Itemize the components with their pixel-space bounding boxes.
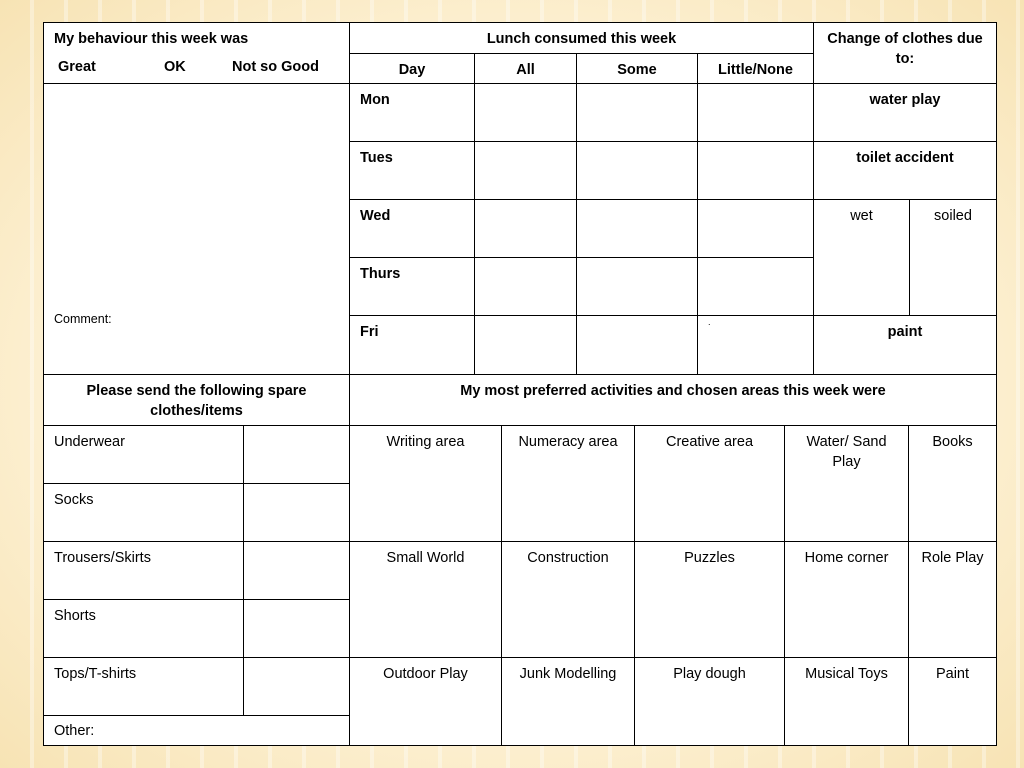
lunch-wed-all[interactable] xyxy=(474,199,577,258)
lunch-day-tues: Tues xyxy=(349,141,475,200)
spare-check-tops[interactable] xyxy=(243,657,350,716)
activities-header: My most preferred activities and chosen areas this week were xyxy=(349,374,997,426)
lunch-mon-some[interactable] xyxy=(576,83,698,142)
spare-clothes-header: Please send the following spare clothes/items xyxy=(43,374,350,426)
lunch-wed-little[interactable] xyxy=(697,199,814,258)
activity-books[interactable]: Books xyxy=(908,425,997,542)
activity-puzzles[interactable]: Puzzles xyxy=(634,541,785,658)
behaviour-title: My behaviour this week was xyxy=(54,31,249,47)
lunch-day-thurs: Thurs xyxy=(349,257,475,316)
lunch-tues-some[interactable] xyxy=(576,141,698,200)
lunch-header: Lunch consumed this week xyxy=(349,22,814,54)
spare-item-underwear: Underwear xyxy=(43,425,244,484)
spare-check-shorts[interactable] xyxy=(243,599,350,658)
clothes-toilet-accident[interactable]: toilet accident xyxy=(813,141,997,200)
lunch-thurs-some[interactable] xyxy=(576,257,698,316)
lunch-fri-some[interactable] xyxy=(576,315,698,375)
lunch-day-wed: Wed xyxy=(349,199,475,258)
behaviour-header xyxy=(43,22,350,84)
spare-item-trousers-skirts: Trousers/Skirts xyxy=(43,541,244,600)
activity-role-play[interactable]: Role Play xyxy=(908,541,997,658)
activity-creative-area[interactable]: Creative area xyxy=(634,425,785,542)
activity-construction[interactable]: Construction xyxy=(501,541,635,658)
spare-check-socks[interactable] xyxy=(243,483,350,542)
lunch-tues-little[interactable] xyxy=(697,141,814,200)
comment-label: Comment: xyxy=(54,312,112,326)
lunch-day-fri: Fri xyxy=(349,315,475,375)
weekly-report-sheet xyxy=(43,22,997,746)
spare-check-trousers-skirts[interactable] xyxy=(243,541,350,600)
lunch-wed-some[interactable] xyxy=(576,199,698,258)
lunch-fri-little[interactable] xyxy=(697,315,814,375)
activity-writing-area[interactable]: Writing area xyxy=(349,425,502,542)
spare-check-underwear[interactable] xyxy=(243,425,350,484)
stray-dot: . xyxy=(708,317,711,327)
lunch-col-little-none: Little/None xyxy=(697,53,814,84)
activity-outdoor-play[interactable]: Outdoor Play xyxy=(349,657,502,746)
activity-water-sand-play[interactable]: Water/ Sand Play xyxy=(784,425,909,542)
activity-play-dough[interactable]: Play dough xyxy=(634,657,785,746)
activity-home-corner[interactable]: Home corner xyxy=(784,541,909,658)
clothes-soiled[interactable]: soiled xyxy=(909,199,997,316)
spare-item-shorts: Shorts xyxy=(43,599,244,658)
behaviour-option-not-so-good[interactable]: Not so Good xyxy=(232,59,319,75)
behaviour-comment-box[interactable] xyxy=(43,83,350,375)
clothes-water-play[interactable]: water play xyxy=(813,83,997,142)
lunch-fri-all[interactable] xyxy=(474,315,577,375)
lunch-col-all: All xyxy=(474,53,577,84)
lunch-day-mon: Mon xyxy=(349,83,475,142)
clothes-change-header: Change of clothes due to: xyxy=(813,22,997,84)
activity-small-world[interactable]: Small World xyxy=(349,541,502,658)
lunch-mon-all[interactable] xyxy=(474,83,577,142)
lunch-mon-little[interactable] xyxy=(697,83,814,142)
spare-item-socks: Socks xyxy=(43,483,244,542)
behaviour-option-great[interactable]: Great xyxy=(58,59,96,75)
lunch-thurs-little[interactable] xyxy=(697,257,814,316)
behaviour-option-ok[interactable]: OK xyxy=(164,59,186,75)
lunch-col-some: Some xyxy=(576,53,698,84)
spare-item-other[interactable]: Other: xyxy=(43,715,350,746)
spare-item-tops: Tops/T-shirts xyxy=(43,657,244,716)
lunch-tues-all[interactable] xyxy=(474,141,577,200)
clothes-wet[interactable]: wet xyxy=(813,199,910,316)
activity-junk-modelling[interactable]: Junk Modelling xyxy=(501,657,635,746)
clothes-paint[interactable]: paint xyxy=(813,315,997,375)
lunch-thurs-all[interactable] xyxy=(474,257,577,316)
activity-musical-toys[interactable]: Musical Toys xyxy=(784,657,909,746)
activity-paint[interactable]: Paint xyxy=(908,657,997,746)
activity-numeracy-area[interactable]: Numeracy area xyxy=(501,425,635,542)
lunch-col-day: Day xyxy=(349,53,475,84)
